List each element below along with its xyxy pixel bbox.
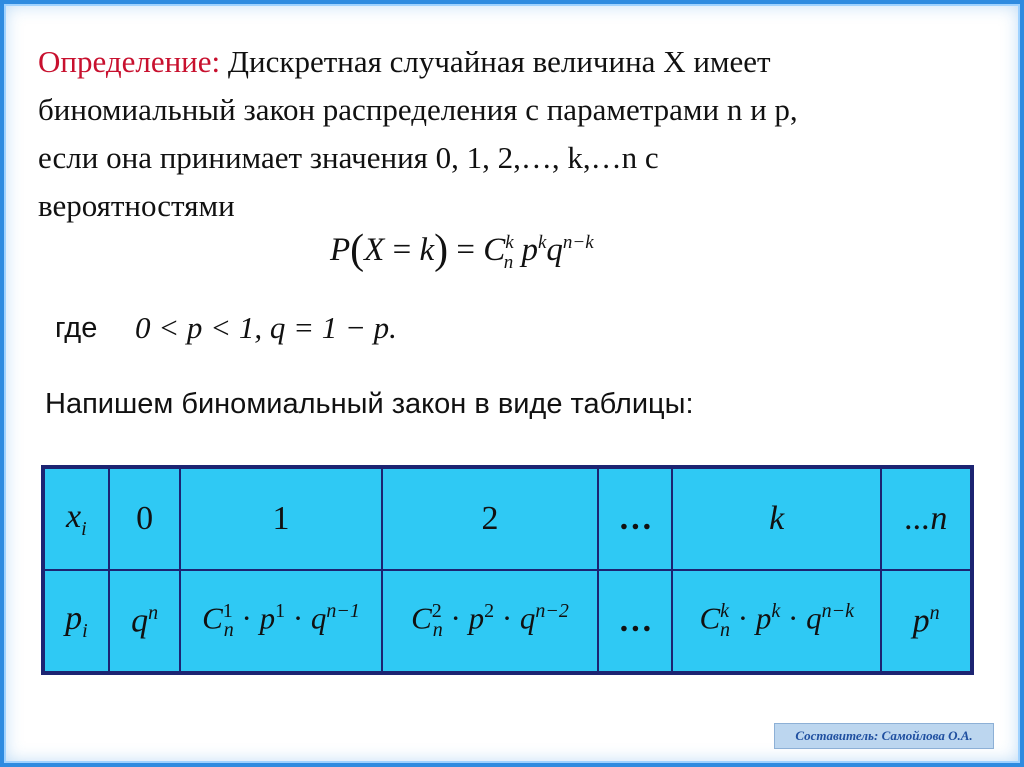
table-row-p [43, 570, 972, 673]
x-k: k [769, 500, 785, 537]
definition-line-3: если она принимает значения 0, 1, 2,…, k,…n с [38, 140, 659, 175]
formula-k: k [419, 232, 435, 268]
pk-C-sup: k [720, 600, 730, 623]
distribution-table [41, 465, 974, 675]
formula-p: p [513, 232, 538, 268]
cell-x-k [672, 467, 881, 570]
p0-sup: n [148, 601, 159, 624]
p2-C-sub: n [432, 618, 443, 641]
table-row-x [43, 467, 972, 570]
definition-line-4: вероятностями [38, 188, 235, 223]
definition-line-2: биномиальный закон распределения с параметрами n и p, [38, 92, 798, 127]
p1-q-sup: n−1 [326, 600, 360, 623]
p2-q-sup: n−2 [535, 600, 569, 623]
formula-q: q [546, 232, 563, 268]
cell-p-head [43, 570, 109, 673]
x-n: ...n [904, 500, 948, 537]
p-head: p [65, 599, 83, 637]
definition-paragraph [38, 38, 988, 230]
cell-x-1: 1 [180, 467, 381, 570]
formula-p-sup: k [537, 232, 547, 253]
p1-C-sup: 1 [222, 600, 233, 623]
cell-p-n [881, 570, 972, 673]
cell-x-n [881, 467, 972, 570]
cell-x-head [43, 467, 109, 570]
formula-C: C [483, 232, 506, 268]
cell-p-ellipsis: … [598, 570, 672, 673]
formula-C-sup: k [505, 232, 514, 253]
pk-q-sup: n−k [821, 600, 854, 623]
cell-p-2: $C^2_n \cdot p^2 \cdot q^{n-2}$ [382, 570, 599, 673]
p-head-sub: i [82, 619, 88, 642]
formula-X: X [364, 232, 385, 268]
p1-C-sub: n [223, 618, 234, 641]
p2-q: q [519, 600, 536, 636]
table-subtitle: Напишем биномиальный закон в виде таблицы: [45, 388, 694, 420]
p1-q: q [310, 600, 327, 636]
cell-p-0 [109, 570, 181, 673]
formula-P: P [330, 232, 351, 268]
p2-C-sup: 2 [431, 600, 442, 623]
x-head: x [66, 497, 82, 535]
formula-eq2: = [448, 232, 484, 268]
pk-C: C [699, 600, 721, 636]
author-footer: Составитель: Самойлова О.А. [774, 723, 994, 749]
p2-p-sup: 2 [484, 600, 495, 623]
p1-C: C [202, 600, 223, 636]
probability-formula: $P(X = k) = C^k_n$ $p^kq^{n-k}$ [330, 227, 594, 273]
definition-term: Определение: [38, 44, 221, 79]
where-label: где [55, 312, 98, 344]
pk-p: p [755, 600, 772, 636]
definition-line-1: Дискретная случайная величина X имеет [220, 44, 771, 79]
p1-p: p [259, 600, 276, 636]
cell-p-1: $C^1_n \cdot p^1 \cdot q^{n-1}$ [180, 570, 381, 673]
p0-base: q [131, 602, 149, 640]
pn-base: p [912, 602, 930, 640]
where-expression: 0 < p < 1, q = 1 − p. [135, 310, 397, 345]
cell-x-0: 0 [109, 467, 181, 570]
pk-C-sub: n [720, 618, 731, 641]
cell-p-k: $C^k_n \cdot p^k \cdot q^{n-k}$ [672, 570, 881, 673]
p2-p: p [468, 600, 485, 636]
p2-C: C [411, 600, 432, 636]
formula-C-sub: n [503, 251, 514, 273]
cell-x-ellipsis: … [598, 467, 672, 570]
formula-q-sup: n−k [562, 232, 594, 253]
cell-x-2: 2 [382, 467, 599, 570]
p1-p-sup: 1 [275, 600, 286, 623]
pk-q: q [806, 600, 822, 636]
pn-sup: n [929, 601, 940, 624]
formula-eq1: = [384, 232, 420, 268]
x-head-sub: i [81, 517, 87, 540]
pk-p-sup: k [771, 600, 781, 623]
